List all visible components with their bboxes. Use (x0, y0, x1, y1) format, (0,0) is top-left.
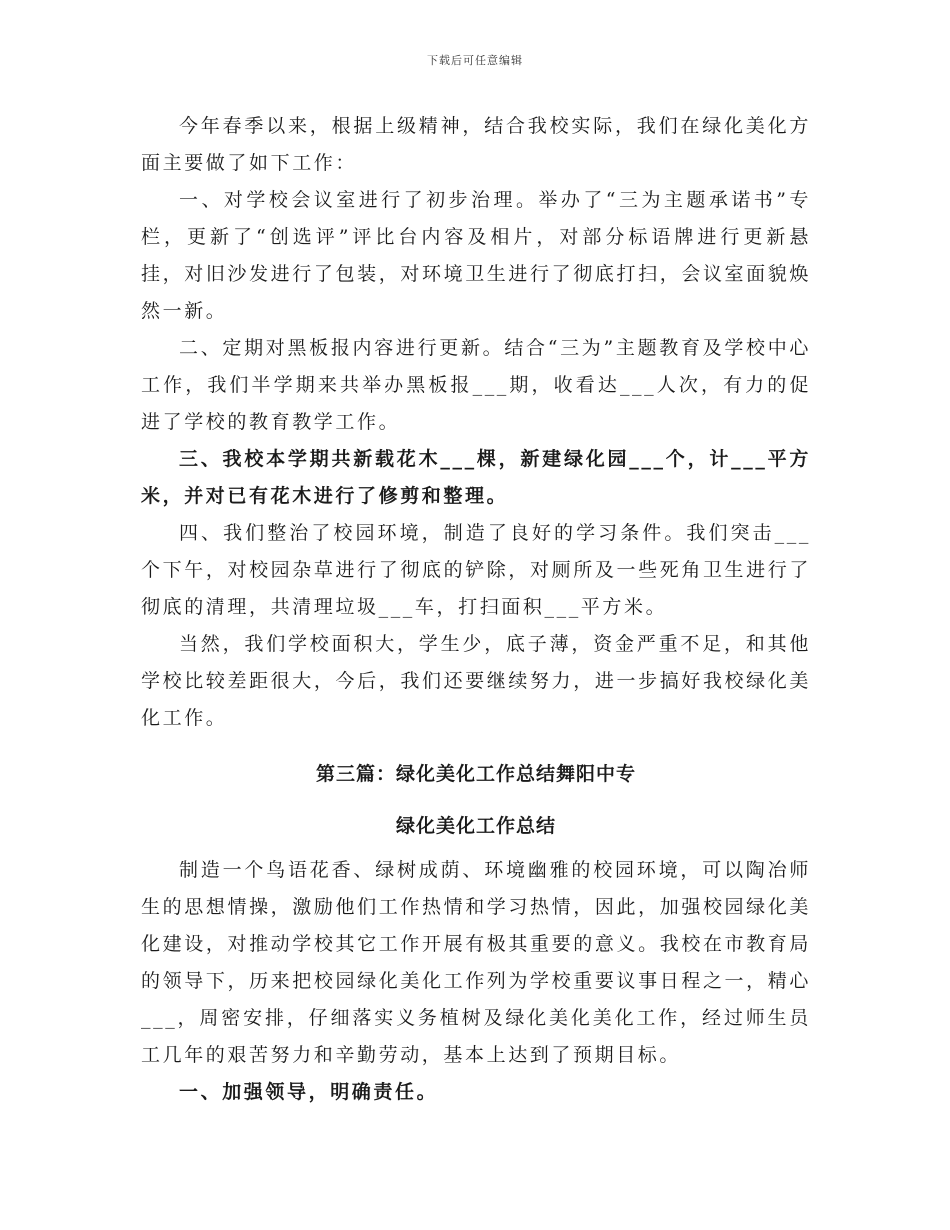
section-heading: 第三篇：绿化美化工作总结舞阳中专 (315, 763, 636, 785)
paragraph-item-4: 四、我们整治了校园环境，制造了良好的学习条件。我们突击___个下午，对校园杂草进行了彻底的铲除，对厕所及一些死角卫生进行了彻底的清理，共清理垃圾___车，打扫面积___平方米。 (141, 522, 811, 618)
point-heading: 一、加强领导，明确责任。 (179, 1081, 439, 1103)
paragraph-item-1: 一、对学校会议室进行了初步治理。举办了“三为主题承诺书”专栏，更新了“创选评”评比台内容及相片，对部分标语牌进行更新悬挂，对旧沙发进行了包装，对环境卫生进行了彻底打扫，会议室面貌焕然一新。 (141, 189, 811, 322)
sub-heading: 绿化美化工作总结 (395, 815, 556, 837)
paragraph-intro: 今年春季以来，根据上级精神，结合我校实际，我们在绿化美化方面主要做了如下工作： (141, 115, 811, 174)
paragraph-item-2: 二、定期对黑板报内容进行更新。结合“三为”主题教育及学校中心工作，我们半学期来共举办黑板报___期，收看达___人次，有力的促进了学校的教育教学工作。 (141, 337, 811, 433)
paragraph-item-3: 三、我校本学期共新载花木___棵，新建绿化园___个，计___平方米，并对已有花木进行了修剪和整理。 (141, 448, 811, 507)
page-header-note: 下载后可任意编辑 (427, 54, 523, 67)
document-body (141, 108, 811, 1111)
paragraph-conclusion: 当然，我们学校面积大，学生少，底子薄，资金严重不足，和其他学校比较差距很大，今后，我们还要继续努力，进一步搞好我校绿化美化工作。 (141, 633, 811, 729)
paragraph-section-intro: 制造一个鸟语花香、绿树成荫、环境幽雅的校园环境，可以陶冶师生的思想情操，激励他们工作热情和学习热情，因此，加强校园绿化美化建设，对推动学校其它工作开展有极其重要的意义。我校在市教育局的领导下，历来把校园绿化美化工作列为学校重要议事日程之一，精心___，周密安排，仔细落实义务植树及绿化美化美化工作，经过师生员工几年的艰苦努力和辛勤劳动，基本上达到了预期目标。 (141, 859, 811, 1066)
